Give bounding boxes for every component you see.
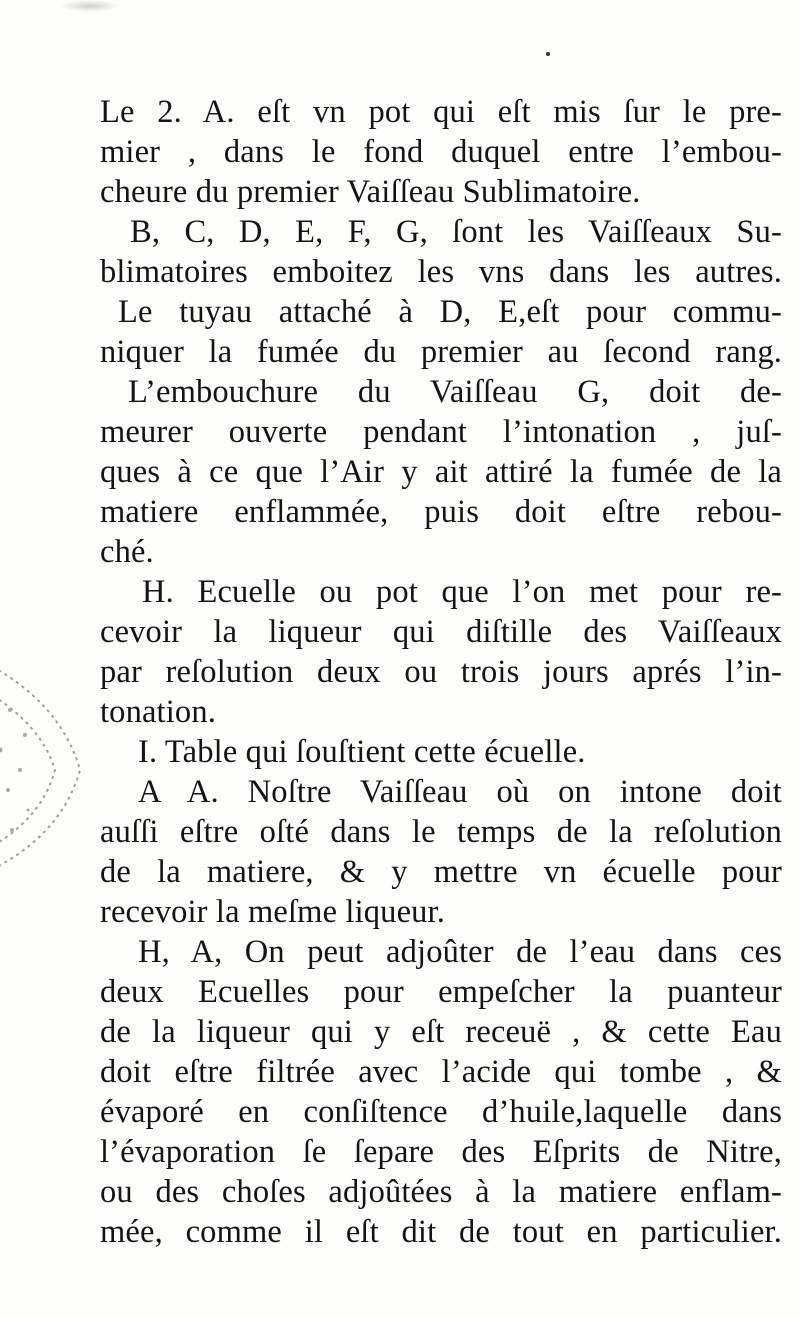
text-line: évaporé en conſiſtence d’huile,laquelle dans xyxy=(100,1094,782,1130)
text-line: cheure du premier Vaiſſeau Sublimatoire. xyxy=(100,174,641,210)
text-line: recevoir la meſme liqueur. xyxy=(100,894,446,930)
text-line: H. Ecuelle ou pot que l’on met pour re- xyxy=(142,574,782,610)
text-line: B, C, D, E, F, G, ſont les Vaiſſeaux Su- xyxy=(130,214,782,250)
text-line: niquer la fumée du premier au ſecond rang. xyxy=(100,334,782,370)
text-line: par reſolution deux ou trois jours aprés l’in- xyxy=(100,654,782,690)
body-text xyxy=(100,92,782,1252)
text-line: H, A, On peut adjoûter de l’eau dans ces xyxy=(138,934,782,970)
text-line: blimatoires emboitez les vns dans les autres. xyxy=(100,254,782,290)
text-line: meurer ouverte pendant l’intonation , juſ- xyxy=(100,414,782,450)
text-line: cevoir la liqueur qui diſtille des Vaiſſeaux xyxy=(100,614,782,650)
text-line: matiere enflammée, puis doit eſtre rebou- xyxy=(100,494,782,530)
text-line: deux Ecuelles pour empeſcher la puanteur xyxy=(100,974,782,1010)
text-line: tonation. xyxy=(100,694,216,730)
library-stamp xyxy=(0,640,90,890)
text-line: l’évaporation ſe ſepare des Eſprits de Nitre, xyxy=(100,1134,782,1170)
text-line: ou des choſes adjoûtées à la matiere enflam- xyxy=(100,1174,782,1210)
text-line: I. Table qui ſouſtient cette écuelle. xyxy=(138,734,586,770)
text-line: mée, comme il eſt dit de tout en particulier. xyxy=(100,1214,782,1250)
text-line: ques à ce que l’Air y ait attiré la fumée de la xyxy=(100,454,782,490)
text-line: Le 2. A. eſt vn pot qui eſt mis ſur le pre- xyxy=(100,94,782,130)
text-line: mier , dans le fond duquel entre l’embou- xyxy=(100,134,782,170)
text-line: Le tuyau attaché à D, E,eſt pour commu- xyxy=(118,294,782,330)
ink-speck xyxy=(546,52,550,56)
text-line: de la liqueur qui y eſt receuë , & cette Eau xyxy=(100,1014,782,1050)
text-line: A A. Noſtre Vaiſſeau où on intone doit xyxy=(138,774,782,810)
page-shadow xyxy=(60,0,120,12)
text-line: de la matiere, & y mettre vn écuelle pour xyxy=(100,854,782,890)
text-line: auſſi eſtre oſté dans le temps de la reſolution xyxy=(100,814,782,850)
text-line: doit eſtre filtrée avec l’acide qui tombe , & xyxy=(100,1054,782,1090)
text-line: ché. xyxy=(100,534,154,570)
text-line: L’embouchure du Vaiſſeau G, doit de- xyxy=(128,374,782,410)
